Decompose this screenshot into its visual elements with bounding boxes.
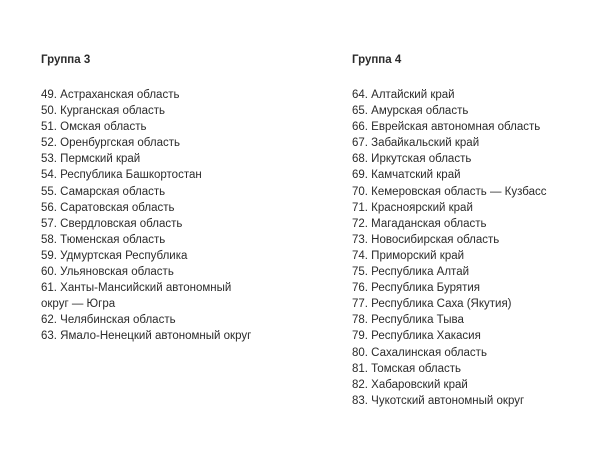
- list-item: 82. Хабаровский край: [352, 378, 468, 391]
- group-4-column: [352, 53, 592, 409]
- list-item: 79. Республика Хакасия: [352, 330, 481, 343]
- group-3-title: Группа 3: [41, 54, 91, 66]
- group-3-list: [41, 87, 311, 345]
- list-item: 49. Астраханская область: [41, 89, 180, 101]
- list-item: 62. Челябинская область: [41, 314, 176, 327]
- list-item: 56. Саратовская область: [41, 201, 175, 214]
- group-3-column: [41, 53, 311, 345]
- list-item: 61. Ханты-Мансийский автономный округ — Югра: [41, 282, 232, 311]
- list-item: 55. Самарская область: [41, 185, 166, 198]
- list-item: 52. Оренбургская область: [41, 137, 180, 150]
- list-item: 59. Удмуртская Республика: [41, 249, 188, 262]
- list-item: 80. Сахалинская область: [352, 346, 487, 359]
- list-item: 67. Забайкальский край: [352, 137, 480, 150]
- list-item: 83. Чукотский автономный округ: [352, 394, 525, 407]
- list-item: 72. Магаданская область: [352, 217, 487, 230]
- list-item: 81. Томская область: [352, 362, 462, 375]
- list-item: 53. Пермский край: [41, 153, 141, 166]
- list-item: 74. Приморский край: [352, 249, 465, 262]
- list-item: 64. Алтайский край: [352, 89, 455, 101]
- list-item: 63. Ямало-Ненецкий автономный округ: [41, 330, 252, 343]
- list-item: 51. Омская область: [41, 121, 147, 134]
- list-item: 66. Еврейская автономная область: [352, 121, 541, 134]
- list-item: 69. Камчатский край: [352, 169, 461, 182]
- list-item: 50. Курганская область: [41, 105, 166, 118]
- list-item: 75. Республика Алтай: [352, 266, 470, 279]
- list-item: 78. Республика Тыва: [352, 314, 464, 327]
- list-item: 76. Республика Бурятия: [352, 282, 481, 295]
- list-item: 68. Иркутская область: [352, 153, 472, 166]
- list-item: 70. Кемеровская область — Кузбасс: [352, 185, 547, 198]
- list-item: 60. Ульяновская область: [41, 266, 174, 279]
- list-item: 65. Амурская область: [352, 105, 469, 118]
- list-item: 77. Республика Саха (Якутия): [352, 298, 512, 311]
- group-4-title: Группа 4: [352, 54, 402, 66]
- list-item: 73. Новосибирская область: [352, 233, 500, 246]
- group-4-list: [352, 87, 592, 409]
- list-item: 58. Тюменская область: [41, 233, 166, 246]
- list-item: 54. Республика Башкортостан: [41, 169, 202, 182]
- list-item: 57. Свердловская область: [41, 217, 183, 230]
- list-item: 71. Красноярский край: [352, 201, 473, 214]
